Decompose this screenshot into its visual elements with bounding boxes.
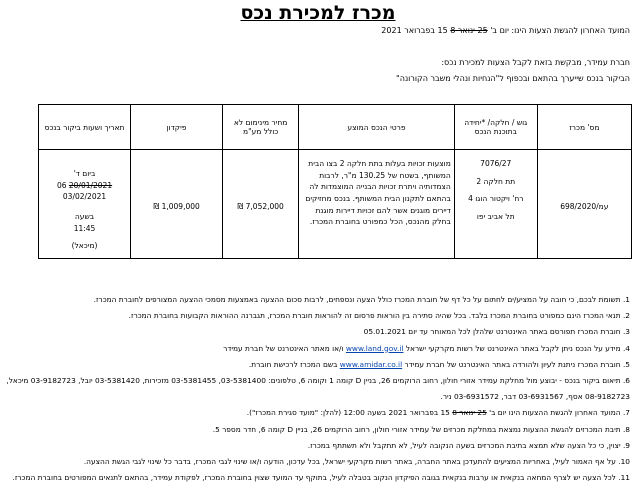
list-item: 2. תנאי המכרז הינם כמפורט בחוברת המכרז בלבד. בכל שהיה סתירה בין הוראות פרסום זה להוראות חוברת המכרז, תגברנה ההוראות הקבועות בחוברת המכרז.	[128, 311, 630, 321]
deadline-prefix: המועד האחרון להגשת הצעות הינו: יום ב'	[487, 26, 630, 35]
deadline-line	[381, 26, 630, 35]
col-details: פרטי הנכס המוצע	[299, 105, 455, 150]
note-4-tail: ו/או מאתר האינטרנט של חברת עמידר	[223, 343, 346, 353]
note-7-new: 15 בפברואר 2021 בשעה 12:00 (להלן: "מועד סגירת המכרז").	[246, 408, 453, 418]
cell-deposit: 1,009,000 ₪	[131, 150, 223, 259]
col-parcel: גוש / חלקה/ *יחידה בתוכנת הנכס	[454, 105, 537, 150]
cell-parcel	[454, 150, 537, 259]
visit-day: ביום ד'	[73, 169, 96, 178]
list-item: 9. יצוין, כי כל הצעה שלא תמצא בתיבת המכרזים בשעה הנקובה לעיל, לא תתקבל ולא תשתתף במכרז.	[307, 440, 630, 450]
amidar-link[interactable]: www.amidar.co.il	[339, 359, 403, 369]
visit-date-changed	[42, 180, 127, 192]
cell-details: מוצעות זכויות בעלות בתת חלקה 2 בצו הבית המשותף, בשטח של 130.25 מ"ר, לרבות הצמדותיה ויתרת זכויות הבנייה המוצמדות לה בהתאם לתקנון הבית המשותף. בנכס מחזיקים דיירים מוגנים אשר להם זכויות דיירות מוגנת בחלק מהנכס, הכל כמפורט בחוברת המכרז.	[299, 150, 455, 259]
cell-visit	[39, 150, 131, 259]
note-5-text: 5. חוברת המכרז ניתנת לעיון ולהורדה באתר האינטרנט של חברת עמידר	[402, 359, 630, 369]
list-item: 6. תיאום ביקור בנכס - יבוצע מול מחלקת עמידר אזורי חולון, רחוב הרוקמים 26, בניין D קומה 1 וקומה 6, טלפונים: 03-5381400, 03-5381455 מזכירות, 03-5381420 יובל, 03-9182723 מיכאל, 08-9182723 אסף, 03-6931567 דבר, 03-6931572 ניר.	[6, 376, 630, 402]
land-gov-link[interactable]: www.land.gov.il	[345, 343, 404, 353]
list-item	[6, 357, 630, 373]
deadline-year: 2021	[381, 26, 402, 35]
note-4-text: 4. מידע על הנכס ניתן לקבל באתר האינטרנט של רשות מקרקעי ישראל	[403, 343, 630, 353]
visit-time-label: בשעה	[74, 211, 95, 221]
list-item: 3. חוברת המכרז תפורסם באתר האינטרנט שלהלן לכל המאוחר עד יום 05.01.2021	[363, 327, 630, 337]
visit-new-mark: 06	[56, 180, 69, 190]
visit-struck-date: 20/01/2021	[68, 180, 113, 190]
col-tender-no: מס' מכרז	[537, 105, 631, 150]
parcel-subparcel: תת חלקה 2	[476, 176, 516, 186]
tender-table	[38, 104, 632, 259]
note-7-text: 7. המועד האחרון להגשת ההצעות הינו יום ב'	[486, 408, 630, 418]
col-min-price: מחיר מינימום לא כולל מע"מ	[223, 105, 299, 150]
col-deposit: פיקדון	[131, 105, 223, 150]
visit-date: 03/02/2021	[62, 192, 107, 202]
col-visit: תאריך ושעות ביקור בנכס	[39, 105, 131, 150]
visit-contact: (מיכאל)	[71, 241, 98, 251]
list-item: 8. תיבת המכרזים להגשת ההצעות נמצאת במחלקת מכרזים של עמידר אזורי חולון, רחוב הרוקמים 26, בניין D קומה 6, חדר מספר 5.	[212, 424, 630, 434]
table-header-row	[39, 105, 632, 150]
parcel-street: רח' ויקטור הוגו 4	[468, 194, 524, 204]
deadline-struck-month: ינואר	[455, 26, 478, 35]
deadline-new-date: 15 בפברואר	[401, 26, 451, 35]
note-7-struck-day: 25	[477, 408, 487, 418]
list-item	[6, 405, 630, 421]
visit-time: 11:45	[73, 223, 96, 233]
intro-line-2: הביקור בנכס שייערך בהתאם ובכפוף ל"הנחיות ונהלי משבר הקורונה"	[396, 74, 630, 83]
notes-list	[6, 292, 630, 486]
cell-tender-no: עמ/698/2020	[537, 150, 631, 259]
deadline-struck-day: 25	[477, 26, 488, 35]
note-7-struck-b: 8	[452, 408, 457, 418]
intro-line-1: חברת עמידר, מבקשת בזאת לקבל הצעות למכירת נכס:	[441, 58, 630, 67]
list-item: 1. תשומת לבכם, כי חובה על המציע/ים לחתום על כל דף של חוברת המכרז כולל הצעה ונספחים, לרבות סכום ההצעה באמצעות מסמכי ההצעה המצורפים לחוברת המכרז.	[93, 295, 630, 304]
note-5-tail: בשם המכרז לרכישת חוברת.	[248, 359, 340, 369]
deadline-struck-b: 8	[450, 26, 456, 35]
note-7-struck-month: ינואר	[456, 408, 478, 418]
page-title: מכרז למכירת נכס	[240, 2, 396, 24]
parcel-gush: 7076/27	[480, 159, 512, 168]
cell-min-price: 7,052,000 ₪	[223, 150, 299, 259]
list-item	[6, 341, 630, 357]
list-item: 10. על אף האמור לעיל, באחריות המציעים להתעדכן באתר החברה, באתר רשות מקרקעי ישראל, בכל עדכון, הודעה ו/או שינוי לגבי המכרז, בדבר כל שינוי לגבי הגשת ההצעה.	[83, 457, 630, 467]
table-row	[39, 150, 632, 259]
list-item: 11. לכל הצעה יש לצרף המחאה בנקאית או ערבות בנקאית בגובה הפיקדון הנקוב בטבלה לעיל, בתוקף עד המועד שצוין בחוברת המכרז, לפקודת עמידר, בהתאם לתנאים המפורטים בחוברת המכרז.	[12, 473, 630, 483]
parcel-city: תל אביב יפו	[476, 211, 515, 221]
